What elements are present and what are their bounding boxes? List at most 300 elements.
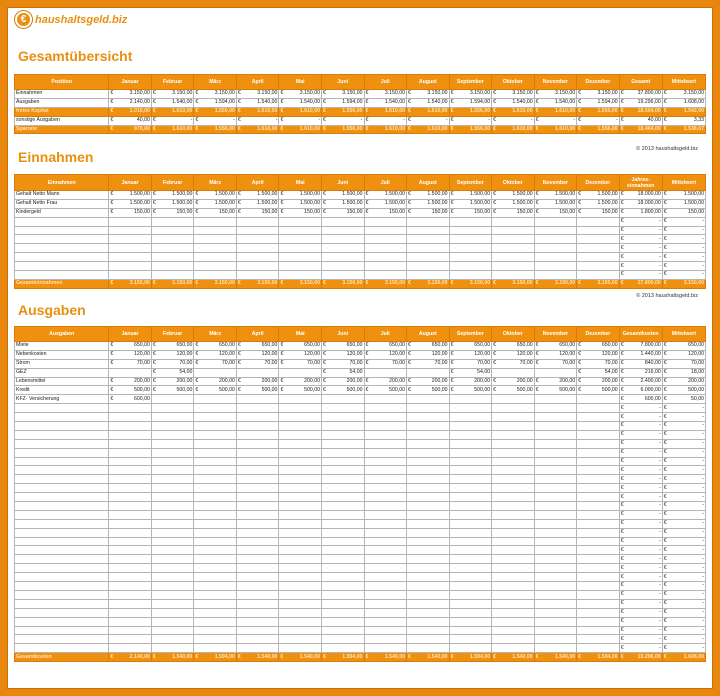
table-cell bbox=[109, 475, 152, 484]
amount: 1.594,00 bbox=[214, 653, 235, 660]
table-cell bbox=[534, 608, 577, 617]
euro-sign: € bbox=[408, 108, 411, 115]
table-row bbox=[15, 350, 706, 359]
table-cell bbox=[492, 262, 535, 271]
amount: - bbox=[190, 117, 193, 124]
amount: 3.150,00 bbox=[257, 90, 278, 97]
table-cell bbox=[449, 253, 492, 262]
amount: 200,00 bbox=[304, 378, 320, 384]
table-cell bbox=[619, 404, 662, 413]
euro-sign: € bbox=[408, 90, 411, 97]
table-cell bbox=[109, 484, 152, 493]
column-header: Juni bbox=[321, 327, 364, 342]
amount: 1.540,00 bbox=[172, 653, 193, 660]
empty-row bbox=[15, 493, 706, 502]
amount: 18.000,00 bbox=[637, 191, 661, 198]
euro-sign: € bbox=[110, 90, 114, 97]
table-cell bbox=[151, 475, 194, 484]
table-cell bbox=[662, 582, 705, 591]
euro-sign: € bbox=[620, 99, 624, 106]
table-cell bbox=[577, 528, 620, 537]
table-cell bbox=[194, 430, 237, 439]
amount: - bbox=[659, 413, 661, 420]
column-header: Januar bbox=[109, 175, 152, 191]
table-cell bbox=[236, 635, 279, 644]
table-cell bbox=[15, 510, 109, 519]
table-cell bbox=[662, 191, 705, 200]
total-cell bbox=[577, 653, 620, 662]
table-cell bbox=[109, 271, 152, 280]
table-cell bbox=[662, 107, 705, 116]
amount: 3.150,00 bbox=[683, 280, 704, 287]
euro-sign: € bbox=[663, 191, 667, 198]
table-cell bbox=[619, 430, 662, 439]
table-cell bbox=[109, 466, 152, 475]
table-cell bbox=[279, 377, 322, 386]
table-cell bbox=[151, 217, 194, 226]
amount: 200,00 bbox=[346, 378, 363, 384]
amount: 1.542,00 bbox=[683, 108, 704, 115]
table-cell bbox=[321, 573, 364, 582]
table-cell bbox=[407, 475, 450, 484]
amount: 650,00 bbox=[389, 342, 406, 349]
amount: - bbox=[403, 117, 406, 124]
table-cell bbox=[236, 271, 279, 280]
amount: 3.150,00 bbox=[342, 90, 363, 97]
column-header: Gesamtkosten bbox=[619, 327, 662, 342]
amount: - bbox=[702, 466, 704, 473]
table-cell bbox=[407, 350, 450, 359]
amount: - bbox=[702, 458, 704, 465]
table-cell bbox=[577, 199, 620, 208]
table-cell bbox=[321, 582, 364, 591]
table-cell bbox=[109, 404, 152, 413]
column-header: April bbox=[236, 175, 279, 191]
table-cell bbox=[577, 226, 620, 235]
euro-sign: € bbox=[578, 342, 582, 349]
table-cell bbox=[364, 368, 407, 377]
table-cell bbox=[279, 342, 322, 351]
euro-sign: € bbox=[280, 99, 284, 106]
table-cell bbox=[321, 226, 364, 235]
table-cell bbox=[194, 626, 237, 635]
amount: 1.500,00 bbox=[299, 200, 320, 207]
table-cell bbox=[619, 386, 662, 395]
table-cell bbox=[236, 368, 279, 377]
table-cell bbox=[662, 635, 705, 644]
table-cell bbox=[449, 546, 492, 555]
euro-sign: € bbox=[620, 90, 624, 97]
table-cell bbox=[364, 116, 407, 125]
amount: 3.150,00 bbox=[342, 280, 363, 287]
euro-sign: € bbox=[280, 209, 284, 216]
amount: 1.540,00 bbox=[427, 99, 448, 106]
table-cell bbox=[662, 253, 705, 262]
amount: 1.500,00 bbox=[257, 200, 278, 207]
amount: - bbox=[702, 262, 704, 269]
euro-sign: € bbox=[620, 253, 624, 260]
table-cell bbox=[321, 475, 364, 484]
euro-sign: € bbox=[408, 280, 411, 287]
table-cell bbox=[194, 125, 237, 134]
table-cell bbox=[662, 546, 705, 555]
column-header: März bbox=[194, 75, 237, 90]
amount: 1.610,00 bbox=[384, 126, 406, 132]
table-cell bbox=[194, 493, 237, 502]
table-cell bbox=[449, 368, 492, 377]
table-cell bbox=[577, 377, 620, 386]
table-cell bbox=[492, 635, 535, 644]
euro-sign: € bbox=[493, 99, 496, 106]
total-cell bbox=[364, 279, 407, 288]
amount: - bbox=[659, 502, 661, 509]
table-cell bbox=[577, 510, 620, 519]
table-cell bbox=[194, 90, 237, 99]
table-cell bbox=[534, 413, 577, 422]
table-cell bbox=[194, 555, 237, 564]
table-cell bbox=[321, 422, 364, 431]
column-header: Februar bbox=[151, 75, 194, 90]
euro-sign: € bbox=[620, 271, 624, 278]
table-cell bbox=[279, 644, 322, 653]
amount: 1.500,00 bbox=[384, 191, 406, 198]
euro-sign: € bbox=[663, 227, 667, 233]
euro-sign: € bbox=[195, 351, 199, 358]
amount: 120,00 bbox=[133, 351, 150, 358]
euro-sign: € bbox=[493, 126, 496, 132]
table-cell bbox=[662, 608, 705, 617]
euro-sign: € bbox=[535, 117, 539, 124]
table-cell bbox=[236, 386, 279, 395]
amount: 840,00 bbox=[644, 360, 661, 367]
table-cell bbox=[15, 404, 109, 413]
euro-sign: € bbox=[620, 573, 624, 580]
table-cell bbox=[321, 484, 364, 493]
euro-sign: € bbox=[365, 99, 369, 106]
amount: 650,00 bbox=[559, 342, 576, 349]
euro-sign: € bbox=[535, 360, 539, 367]
euro-sign: € bbox=[663, 529, 667, 536]
euro-sign: € bbox=[322, 191, 326, 198]
amount: 1.594,00 bbox=[342, 653, 363, 660]
table-cell bbox=[407, 555, 450, 564]
table-cell bbox=[279, 235, 322, 244]
table-cell bbox=[449, 413, 492, 422]
table-cell bbox=[407, 125, 450, 134]
table-cell bbox=[109, 395, 152, 404]
table-cell bbox=[236, 208, 279, 217]
table-cell bbox=[577, 448, 620, 457]
table-cell bbox=[279, 573, 322, 582]
euro-sign: € bbox=[535, 378, 539, 384]
amount: - bbox=[530, 117, 533, 124]
amount: - bbox=[659, 635, 661, 642]
table-cell bbox=[279, 475, 322, 484]
column-header: Mittelwert bbox=[662, 75, 705, 90]
amount: 150,00 bbox=[389, 209, 406, 216]
amount: - bbox=[702, 449, 704, 456]
euro-sign: € bbox=[280, 200, 284, 207]
table-cell bbox=[279, 439, 322, 448]
table-cell bbox=[619, 448, 662, 457]
table-cell bbox=[492, 98, 535, 107]
table-cell bbox=[534, 475, 577, 484]
total-cell bbox=[662, 653, 705, 662]
total-cell bbox=[236, 653, 279, 662]
amount: - bbox=[702, 626, 704, 633]
row-label: Einnahmen bbox=[15, 90, 109, 99]
empty-row bbox=[15, 617, 706, 626]
table-cell bbox=[236, 125, 279, 134]
table-cell bbox=[321, 404, 364, 413]
table-cell bbox=[364, 528, 407, 537]
amount: 3.150,00 bbox=[214, 90, 235, 97]
amount: 1.556,00 bbox=[342, 126, 363, 132]
euro-sign: € bbox=[578, 108, 582, 115]
table-cell bbox=[449, 617, 492, 626]
table-cell bbox=[15, 422, 109, 431]
table-cell bbox=[534, 599, 577, 608]
amount: 1.500,00 bbox=[172, 200, 193, 207]
euro-sign: € bbox=[493, 351, 496, 358]
copyright-2: © 2013 haushaltsgeld.biz bbox=[636, 293, 698, 299]
euro-sign: € bbox=[408, 342, 411, 349]
euro-sign: € bbox=[365, 342, 369, 349]
euro-sign: € bbox=[620, 591, 624, 598]
header-row bbox=[15, 327, 706, 342]
table-cell bbox=[194, 599, 237, 608]
euro-sign: € bbox=[620, 475, 624, 482]
table-cell bbox=[492, 555, 535, 564]
table-cell bbox=[449, 573, 492, 582]
amount: 1.540,00 bbox=[384, 653, 406, 660]
title-einnahmen: Einnahmen bbox=[18, 149, 94, 165]
table-cell bbox=[109, 359, 152, 368]
table-cell bbox=[449, 422, 492, 431]
table-cell bbox=[364, 537, 407, 546]
table-cell bbox=[662, 537, 705, 546]
table-cell bbox=[151, 528, 194, 537]
table-cell bbox=[321, 457, 364, 466]
table-cell bbox=[279, 191, 322, 200]
euro-sign: € bbox=[493, 90, 496, 97]
table-cell bbox=[662, 342, 705, 351]
table-cell bbox=[577, 617, 620, 626]
euro-sign: € bbox=[322, 280, 326, 287]
table-cell bbox=[109, 430, 152, 439]
table-cell bbox=[15, 502, 109, 511]
amount: 1.610,00 bbox=[512, 108, 533, 115]
amount: 3,33 bbox=[693, 117, 704, 124]
euro-sign: € bbox=[152, 369, 156, 376]
column-header: Februar bbox=[151, 327, 194, 342]
amount: - bbox=[659, 520, 661, 527]
table-cell bbox=[151, 368, 194, 377]
table-cell bbox=[279, 555, 322, 564]
table-cell bbox=[449, 208, 492, 217]
table-cell bbox=[109, 635, 152, 644]
amount: 650,00 bbox=[176, 342, 193, 349]
table-cell bbox=[321, 395, 364, 404]
table-cell bbox=[407, 368, 450, 377]
table-cell bbox=[151, 116, 194, 125]
amount: 3.150,00 bbox=[597, 280, 618, 287]
euro-sign: € bbox=[110, 209, 114, 216]
euro-sign: € bbox=[322, 209, 326, 216]
amount: - bbox=[659, 475, 661, 482]
table-cell bbox=[15, 644, 109, 653]
amount: - bbox=[659, 529, 661, 536]
euro-sign: € bbox=[322, 369, 326, 376]
table-cell bbox=[577, 116, 620, 125]
euro-sign: € bbox=[620, 618, 624, 625]
table-cell bbox=[151, 262, 194, 271]
table-cell bbox=[364, 271, 407, 280]
table-cell bbox=[407, 90, 450, 99]
table-cell bbox=[577, 90, 620, 99]
table-row bbox=[15, 116, 706, 125]
table-cell bbox=[407, 537, 450, 546]
euro-sign: € bbox=[620, 635, 624, 642]
amount: 1.540,00 bbox=[512, 653, 533, 660]
table-cell bbox=[449, 199, 492, 208]
table-cell bbox=[662, 439, 705, 448]
table-cell bbox=[321, 644, 364, 653]
euro-sign: € bbox=[620, 440, 624, 447]
table-cell bbox=[236, 90, 279, 99]
table-cell bbox=[492, 582, 535, 591]
column-header: April bbox=[236, 75, 279, 90]
table-cell bbox=[194, 404, 237, 413]
euro-sign: € bbox=[620, 511, 624, 518]
table-cell bbox=[407, 404, 450, 413]
euro-sign: € bbox=[620, 484, 624, 491]
euro-sign: € bbox=[535, 209, 539, 216]
table-cell bbox=[194, 208, 237, 217]
table-cell bbox=[619, 466, 662, 475]
table-cell bbox=[577, 457, 620, 466]
euro-sign: € bbox=[578, 360, 582, 367]
copyright-1: © 2013 haushaltsgeld.biz bbox=[636, 146, 698, 152]
euro-sign: € bbox=[322, 653, 326, 660]
amount: 2.140,00 bbox=[129, 653, 150, 660]
empty-row bbox=[15, 644, 706, 653]
table-cell bbox=[194, 395, 237, 404]
table-cell bbox=[151, 377, 194, 386]
table-cell bbox=[321, 386, 364, 395]
table-cell bbox=[15, 573, 109, 582]
euro-sign: € bbox=[408, 653, 411, 660]
table-cell bbox=[151, 191, 194, 200]
table-cell bbox=[407, 617, 450, 626]
table-cell bbox=[109, 226, 152, 235]
amount: - bbox=[702, 404, 704, 411]
euro-sign: € bbox=[663, 502, 667, 509]
table-cell bbox=[15, 493, 109, 502]
amount: 1.556,00 bbox=[597, 108, 618, 115]
euro-sign: € bbox=[663, 653, 667, 660]
total-cell bbox=[364, 653, 407, 662]
amount: 500,00 bbox=[474, 386, 491, 393]
table-gesamtuebersicht bbox=[14, 74, 706, 134]
table-cell bbox=[279, 590, 322, 599]
row-label: Gehalt Netto Mann bbox=[15, 191, 109, 200]
amount: 50,00 bbox=[691, 395, 704, 402]
euro-sign: € bbox=[237, 90, 241, 97]
euro-sign: € bbox=[365, 126, 369, 132]
euro-sign: € bbox=[663, 635, 667, 642]
empty-row bbox=[15, 457, 706, 466]
euro-sign: € bbox=[237, 653, 241, 660]
table-cell bbox=[407, 271, 450, 280]
table-cell bbox=[577, 244, 620, 253]
euro-sign: € bbox=[620, 235, 624, 242]
table-cell bbox=[279, 125, 322, 134]
table-cell bbox=[449, 599, 492, 608]
table-cell bbox=[577, 439, 620, 448]
table-cell bbox=[279, 368, 322, 377]
table-cell bbox=[534, 386, 577, 395]
table-cell bbox=[151, 493, 194, 502]
table-cell bbox=[236, 430, 279, 439]
amount: 1.556,00 bbox=[597, 126, 618, 132]
amount: - bbox=[659, 440, 661, 447]
amount: 70,00 bbox=[349, 360, 363, 367]
amount: 1.440,00 bbox=[640, 351, 661, 358]
euro-sign: € bbox=[450, 360, 454, 367]
euro-sign: € bbox=[620, 117, 624, 124]
table-cell bbox=[194, 457, 237, 466]
amount: - bbox=[659, 600, 661, 607]
table-cell bbox=[492, 502, 535, 511]
table-cell bbox=[534, 395, 577, 404]
table-cell bbox=[236, 457, 279, 466]
table-cell bbox=[449, 457, 492, 466]
table-cell bbox=[577, 564, 620, 573]
column-header: Ausgaben bbox=[15, 327, 109, 342]
euro-sign: € bbox=[663, 386, 667, 393]
table-cell bbox=[321, 98, 364, 107]
amount: 1.594,00 bbox=[597, 653, 618, 660]
empty-row bbox=[15, 271, 706, 280]
table-cell bbox=[449, 502, 492, 511]
amount: 1.594,00 bbox=[469, 653, 491, 660]
table-cell bbox=[407, 608, 450, 617]
total-cell bbox=[279, 279, 322, 288]
table-cell bbox=[151, 519, 194, 528]
table-cell bbox=[279, 626, 322, 635]
euro-sign: € bbox=[663, 90, 667, 97]
amount: 200,00 bbox=[431, 378, 448, 384]
amount: - bbox=[702, 422, 704, 429]
amount: - bbox=[702, 546, 704, 553]
amount: - bbox=[659, 546, 661, 553]
table-cell bbox=[15, 439, 109, 448]
table-cell bbox=[364, 466, 407, 475]
table-cell bbox=[534, 590, 577, 599]
table-cell bbox=[492, 395, 535, 404]
table-cell bbox=[279, 510, 322, 519]
table-cell bbox=[492, 191, 535, 200]
table-cell bbox=[151, 617, 194, 626]
empty-row bbox=[15, 217, 706, 226]
euro-sign: € bbox=[195, 378, 199, 384]
table-cell bbox=[662, 599, 705, 608]
table-cell bbox=[279, 635, 322, 644]
table-cell bbox=[577, 493, 620, 502]
amount: - bbox=[659, 644, 661, 651]
table-cell bbox=[236, 262, 279, 271]
